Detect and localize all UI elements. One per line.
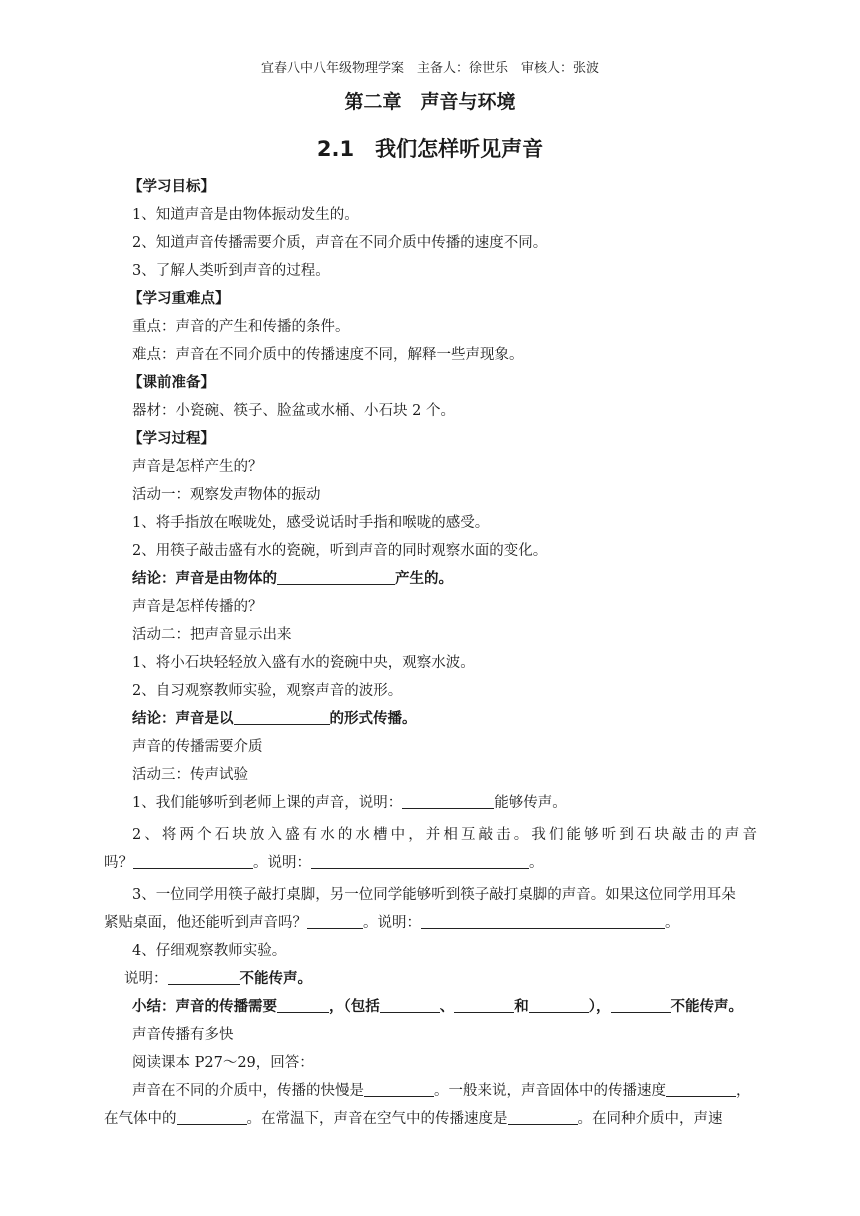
- text: 。说明：: [363, 915, 421, 931]
- materials-text: 器材：小瓷碗、筷子、脸盆或水桶、小石块 2 个。: [132, 403, 455, 419]
- answer-blank[interactable]: [133, 854, 253, 869]
- answer-blank[interactable]: [402, 794, 494, 809]
- summary-line: [132, 998, 743, 1016]
- answer-blank[interactable]: [611, 998, 671, 1013]
- activity-2-item: 2、自习观察教师实验，观察声音的波形。: [132, 683, 403, 699]
- text: 。在常温下，声音在空气中的传播速度是: [246, 1111, 508, 1127]
- key-points-heading: 【学习重难点】: [128, 291, 230, 307]
- activity-1-item: 1、将手指放在喉咙处，感受说话时手指和喉咙的感受。: [132, 515, 490, 531]
- focus-text: 重点：声音的产生和传播的条件。: [132, 319, 350, 335]
- answer-blank[interactable]: [380, 998, 440, 1013]
- medium-heading: 声音的传播需要介质: [132, 739, 263, 755]
- answer-blank[interactable]: [311, 854, 529, 869]
- page-header: 宜春八中八年级物理学案 主备人：徐世乐 审核人：张波: [260, 61, 599, 76]
- answer-blank[interactable]: [364, 1082, 434, 1097]
- text: 不能传声。: [670, 999, 743, 1015]
- text: 和: [514, 999, 529, 1015]
- conclusion-1: [132, 570, 453, 588]
- speed-heading: 声音传播有多快: [132, 1027, 234, 1043]
- difficulty-text: 难点：声音在不同介质中的传播速度不同，解释一些声现象。: [132, 347, 524, 363]
- conclusion-1-prefix: 结论：声音是由物体的: [132, 571, 277, 587]
- activity-3-item-1: [132, 794, 567, 812]
- text: 。在同种介质中，声速: [577, 1111, 723, 1127]
- text: 、: [439, 999, 455, 1015]
- text: 在气体中的: [104, 1111, 177, 1127]
- answer-blank[interactable]: [234, 710, 330, 725]
- answer-blank[interactable]: [421, 914, 665, 929]
- speed-line-1: [132, 1082, 751, 1100]
- section-title: 2.1 我们怎样听见声音: [316, 137, 544, 161]
- conclusion-1-suffix: 产生的。: [395, 571, 453, 587]
- activity-3-item-2-line1: 2、将两个石块放入盛有水的水槽中，并相互敲击。我们能够听到石块敲击的声音: [132, 827, 757, 843]
- reading-task: 阅读课本 P27～29，回答：: [132, 1055, 314, 1071]
- answer-blank[interactable]: [307, 914, 363, 929]
- activity-3-title: 活动三：传声试验: [132, 767, 248, 783]
- activity-3-item-3-line2: [104, 914, 680, 932]
- activity-1-item: 2、用筷子敲击盛有水的瓷碗，听到声音的同时观察水面的变化。: [132, 543, 548, 559]
- answer-blank[interactable]: [454, 998, 514, 1013]
- text: 。一般来说，声音固体中的传播速度: [434, 1083, 666, 1099]
- activity-3-item-4: 4、仔细观察教师实验。: [132, 943, 287, 959]
- text: 小结：声音的传播需要: [132, 999, 277, 1015]
- text: ），: [588, 999, 611, 1015]
- text: 紧贴桌面，他还能听到声音吗？: [104, 915, 307, 931]
- activity-3-item-1-tail: 能够传声。: [494, 795, 567, 811]
- goal-item: 2、知道声音传播需要介质，声音在不同介质中传播的速度不同。: [132, 235, 548, 251]
- text: 吗？: [104, 855, 133, 871]
- activity-3-item-2-line2: [104, 854, 544, 872]
- text: ，: [736, 1083, 751, 1099]
- goals-heading: 【学习目标】: [128, 179, 215, 195]
- text: 。: [665, 915, 680, 931]
- process-heading: 【学习过程】: [128, 431, 215, 447]
- activity-1-title: 活动一：观察发声物体的振动: [132, 487, 321, 503]
- speed-line-2: [104, 1110, 723, 1128]
- text: 不能传声。: [239, 971, 312, 987]
- question-sound-origin: 声音是怎样产生的？: [132, 459, 263, 475]
- text: 声音在不同的介质中，传播的快慢是: [132, 1083, 364, 1099]
- conclusion-2-suffix: 的形式传播。: [329, 711, 417, 727]
- chapter-title: 第二章 声音与环境: [344, 91, 516, 113]
- answer-blank[interactable]: [277, 570, 395, 585]
- goal-item: 1、知道声音是由物体振动发生的。: [132, 207, 359, 223]
- answer-blank[interactable]: [277, 998, 329, 1013]
- answer-blank[interactable]: [168, 970, 240, 985]
- text: 。: [529, 855, 544, 871]
- answer-blank[interactable]: [529, 998, 589, 1013]
- text: 。说明：: [253, 855, 311, 871]
- activity-3-item-1-text: 1、我们能够听到老师上课的声音，说明：: [132, 795, 403, 811]
- conclusion-2: [132, 710, 417, 728]
- answer-blank[interactable]: [508, 1110, 578, 1125]
- question-sound-propagation: 声音是怎样传播的？: [132, 599, 263, 615]
- activity-2-title: 活动二：把声音显示出来: [132, 627, 292, 643]
- text: 说明：: [124, 971, 168, 987]
- prep-heading: 【课前准备】: [128, 375, 215, 391]
- answer-blank[interactable]: [177, 1110, 247, 1125]
- activity-3-item-3-line1: 3、一位同学用筷子敲打桌脚，另一位同学能够听到筷子敲打桌脚的声音。如果这位同学用耳朵: [132, 887, 736, 903]
- conclusion-2-prefix: 结论：声音是以: [132, 711, 234, 727]
- answer-blank[interactable]: [666, 1082, 736, 1097]
- text: ，（包括: [329, 999, 380, 1015]
- activity-2-item: 1、将小石块轻轻放入盛有水的瓷碗中央，观察水波。: [132, 655, 475, 671]
- goal-item: 3、了解人类听到声音的过程。: [132, 263, 330, 279]
- explanation-line: [124, 970, 312, 988]
